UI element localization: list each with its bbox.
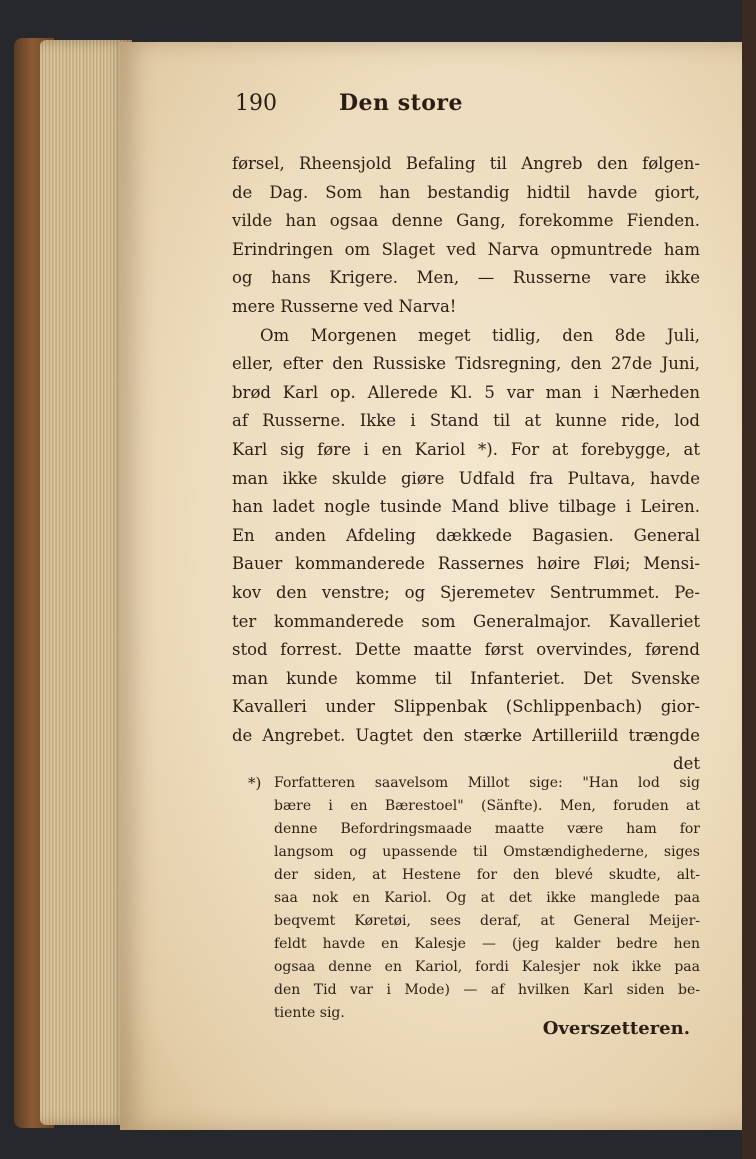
footnote-line: langsom og upassende til Omstændighederne, siges bbox=[274, 844, 700, 860]
footnote-line: beqvemt Køretøi, sees deraf, at General Meijer- bbox=[274, 913, 700, 929]
body-line: vilde han ogsaa denne Gang, forekomme Fienden. bbox=[232, 211, 700, 231]
footnote-line: ogsaa denne en Kariol, fordi Kalesjer nok ikke paa bbox=[274, 959, 700, 975]
body-line: af Russerne. Ikke i Stand til at kunne ride, lod bbox=[232, 411, 700, 431]
footnote-line: bære i en Bærestoel" (Sänfte). Men, foruden at bbox=[274, 798, 700, 814]
body-line: brød Karl op. Allerede Kl. 5 var man i Nærheden bbox=[232, 382, 700, 402]
body-line: de Angrebet. Uagtet den stærke Artilleriild trængde bbox=[232, 725, 700, 745]
footnote bbox=[248, 772, 700, 1025]
footnote-line: den Tid var i Mode) — af hvilken Karl siden be- bbox=[274, 982, 700, 998]
body-line: Kavalleri under Slippenbak (Schlippenbach) gior- bbox=[232, 697, 700, 717]
footnote-line: feldt havde en Kalesje — (jeg kalder bedre hen bbox=[274, 936, 700, 952]
footnote-line: tiente sig. bbox=[274, 1005, 345, 1021]
footnote-line: der siden, at Hestene for den blevé skudte, alt- bbox=[274, 867, 700, 883]
catchword: det bbox=[673, 754, 700, 774]
body-line: Karl sig føre i en Kariol *). For at forebygge, at bbox=[232, 439, 700, 459]
body-line: og hans Krigere. Men, — Russerne vare ikke bbox=[232, 268, 700, 288]
body-line: de Dag. Som han bestandig hidtil havde giort, bbox=[232, 182, 700, 202]
footnote-line: denne Befordringsmaade maatte være ham for bbox=[274, 821, 700, 837]
page-block-edge bbox=[40, 40, 132, 1125]
body-line: kov den venstre; og Sjeremetev Sentrummet. Pe- bbox=[232, 582, 700, 602]
body-line: Erindringen om Slaget ved Narva opmuntrede ham bbox=[232, 239, 700, 259]
body-text bbox=[232, 150, 700, 779]
footnote-marker: *) bbox=[248, 774, 262, 792]
body-line: En anden Afdeling dækkede Bagasien. General bbox=[232, 525, 700, 545]
book-cover-right bbox=[742, 0, 756, 1159]
body-line: Om Morgenen meget tidlig, den 8de Juli, bbox=[260, 325, 700, 345]
body-line: ter kommanderede som Generalmajor. Kavalleriet bbox=[232, 611, 700, 631]
body-line: førsel, Rheensjold Befaling til Angreb den følgen- bbox=[232, 154, 700, 173]
body-line: eller, efter den Russiske Tidsregning, den 27de Juni, bbox=[232, 354, 700, 374]
footnote-line: saa nok en Kariol. Og at det ikke manglede paa bbox=[274, 890, 700, 906]
body-line: han ladet nogle tusinde Mand blive tilbage i Leiren. bbox=[232, 497, 700, 517]
translator-signature: Overszetteren. bbox=[542, 1018, 690, 1039]
body-line: mere Russerne ved Narva! bbox=[232, 296, 457, 316]
page-title: Den store bbox=[338, 90, 464, 116]
footnote-line: Forfatteren saavelsom Millot sige: "Han lod sig bbox=[274, 775, 700, 791]
running-head bbox=[235, 90, 565, 126]
body-line: stod forrest. Dette maatte først overvindes, førend bbox=[232, 640, 700, 660]
body-line: man kunde komme til Infanteriet. Det Svenske bbox=[232, 668, 700, 688]
body-line: man ikke skulde giøre Udfald fra Pultava, havde bbox=[232, 468, 700, 488]
page-number: 190 bbox=[235, 91, 277, 116]
body-line: Bauer kommanderede Rassernes høire Fløi; Mensi- bbox=[232, 554, 700, 574]
